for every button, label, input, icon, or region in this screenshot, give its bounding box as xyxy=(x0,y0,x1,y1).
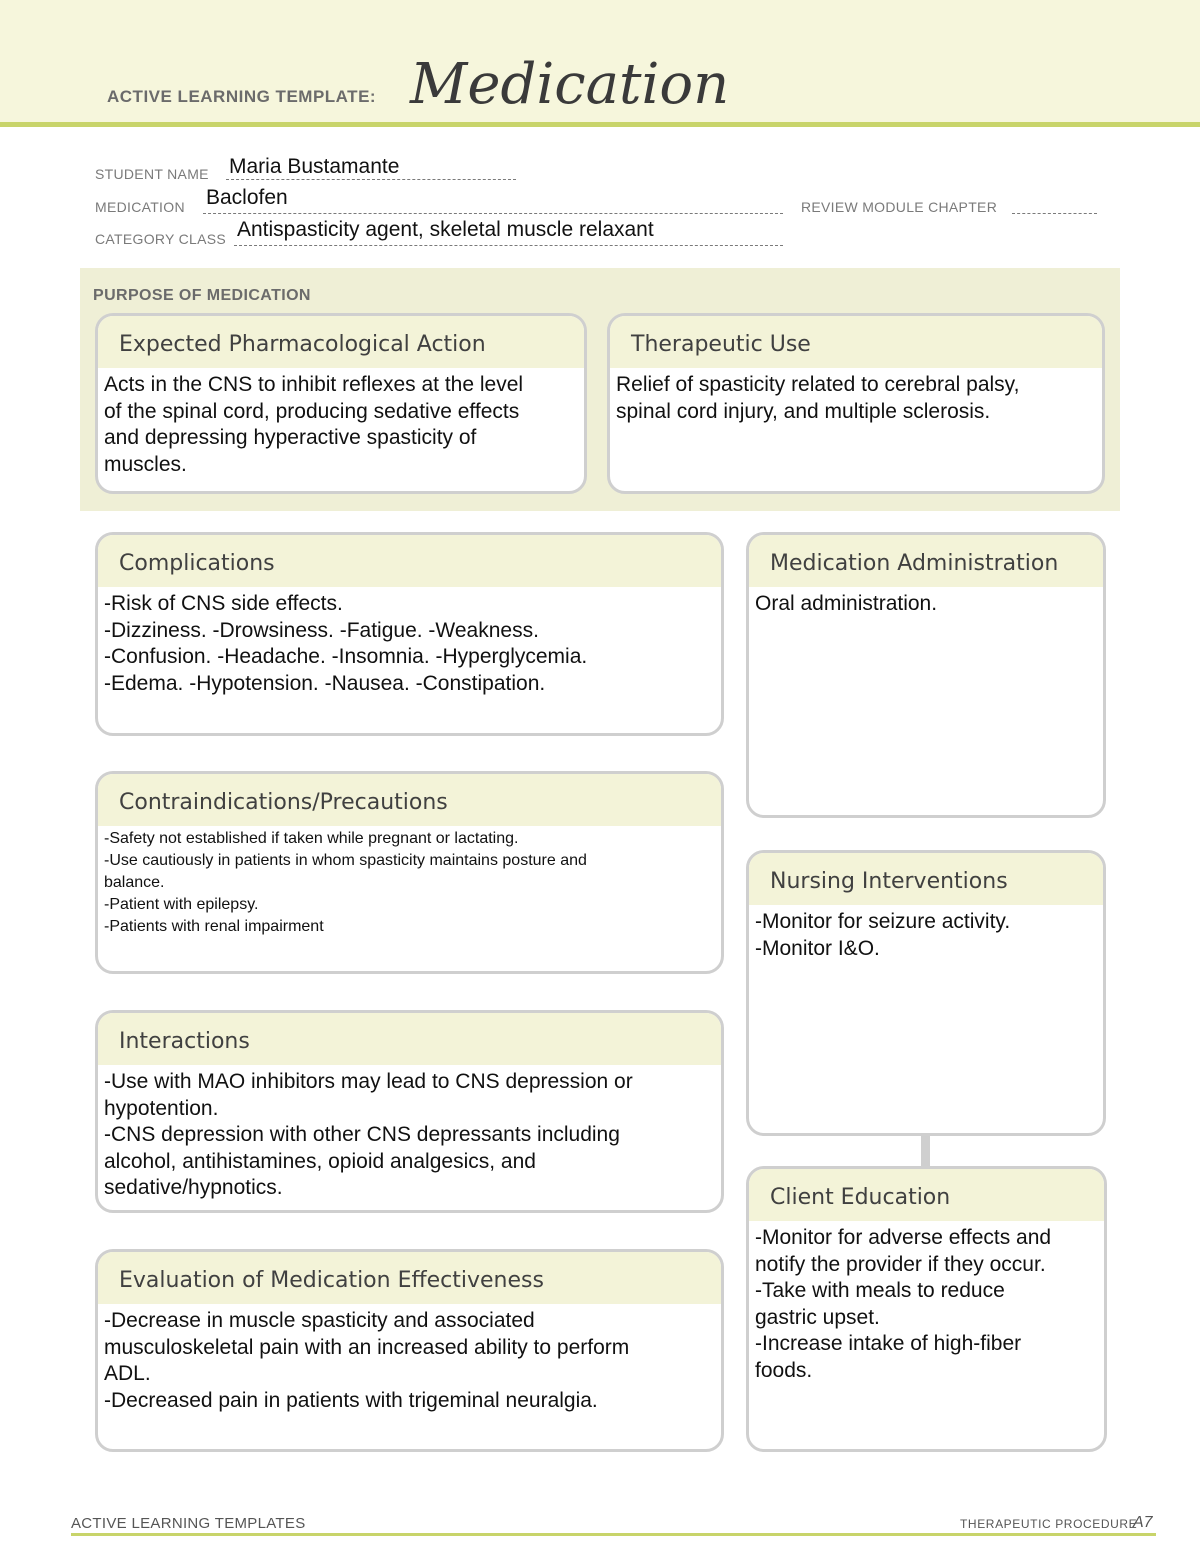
interactions-card xyxy=(95,1010,724,1213)
header-rule xyxy=(0,122,1200,127)
evaluation-body[interactable]: -Decrease in muscle spasticity and associated musculoskeletal pain with an increased ability to perform ADL. -Decreased pain in patients with trigeminal neuralgia. xyxy=(104,1309,630,1412)
client-education-card xyxy=(746,1166,1107,1452)
medication-line xyxy=(203,192,783,214)
client-education-body[interactable]: -Monitor for adverse effects and notify the provider if they occur. -Take with meals to reduce gastric upset. -Increase intake of high-fiber foods. xyxy=(755,1226,1052,1382)
student-name-label: STUDENT NAME xyxy=(95,166,209,182)
therapeutic-use-body[interactable]: Relief of spasticity related to cerebral palsy, spinal cord injury, and multiple sclerosis. xyxy=(616,373,1020,423)
review-module-line xyxy=(1012,192,1097,214)
nursing-interventions-title: Nursing Interventions xyxy=(749,853,1103,905)
footer-right-label: THERAPEUTIC PROCEDURE xyxy=(960,1517,1138,1531)
complications-title: Complications xyxy=(98,535,721,587)
evaluation-title: Evaluation of Medication Effectiveness xyxy=(98,1252,721,1304)
category-class-field[interactable]: Antispasticity agent, skeletal muscle relaxant xyxy=(237,218,654,241)
footer-left-label: ACTIVE LEARNING TEMPLATES xyxy=(71,1515,306,1532)
page-number: A7 xyxy=(1133,1514,1153,1531)
contraindications-body[interactable]: -Safety not established if taken while pregnant or lactating. -Use cautiously in patients in whom spasticity maintains posture and balance. -Patient with epilepsy. -Patients with renal impairment xyxy=(104,830,587,935)
client-education-title: Client Education xyxy=(749,1169,1104,1221)
card-connector xyxy=(921,1135,930,1167)
purpose-label: PURPOSE OF MEDICATION xyxy=(93,287,311,304)
administration-card xyxy=(746,532,1106,818)
student-name-field[interactable]: Maria Bustamante xyxy=(229,155,400,178)
medication-field[interactable]: Baclofen xyxy=(206,186,288,209)
interactions-body[interactable]: -Use with MAO inhibitors may lead to CNS depression or hypotention. -CNS depression with other CNS depressants including alcohol, antihistamines, opioid analgesics, and sedative/hypnotics. xyxy=(104,1070,633,1199)
nursing-interventions-body[interactable]: -Monitor for seizure activity. -Monitor I&O. xyxy=(755,910,1011,960)
page-title: Medication xyxy=(410,52,730,117)
category-class-label: CATEGORY CLASS xyxy=(95,231,227,247)
medication-label: MEDICATION xyxy=(95,199,185,215)
expected-action-body[interactable]: Acts in the CNS to inhibit reflexes at the level of the spinal cord, producing sedative effects and depressing hyperactive spasticity of muscles. xyxy=(104,373,524,476)
template-label: ACTIVE LEARNING TEMPLATE: xyxy=(107,87,377,106)
expected-action-card xyxy=(95,313,587,494)
therapeutic-use-card xyxy=(607,313,1105,494)
footer-rule xyxy=(71,1533,1156,1536)
interactions-title: Interactions xyxy=(98,1013,721,1065)
administration-title: Medication Administration xyxy=(749,535,1103,587)
complications-body[interactable]: -Risk of CNS side effects. -Dizziness. -Drowsiness. -Fatigue. -Weakness. -Confusion. -Headache. -Insomnia. -Hyperglycemia. -Edema. -Hypotension. -Nausea. -Constipation. xyxy=(104,592,588,695)
evaluation-card xyxy=(95,1249,724,1452)
nursing-interventions-card xyxy=(746,850,1106,1136)
contraindications-card xyxy=(95,771,724,974)
review-module-label: REVIEW MODULE CHAPTER xyxy=(801,199,998,215)
therapeutic-use-title: Therapeutic Use xyxy=(610,316,1102,368)
administration-body[interactable]: Oral administration. xyxy=(755,592,938,615)
contraindications-title: Contraindications/Precautions xyxy=(98,774,721,826)
expected-action-title: Expected Pharmacological Action xyxy=(98,316,584,368)
complications-card xyxy=(95,532,724,736)
